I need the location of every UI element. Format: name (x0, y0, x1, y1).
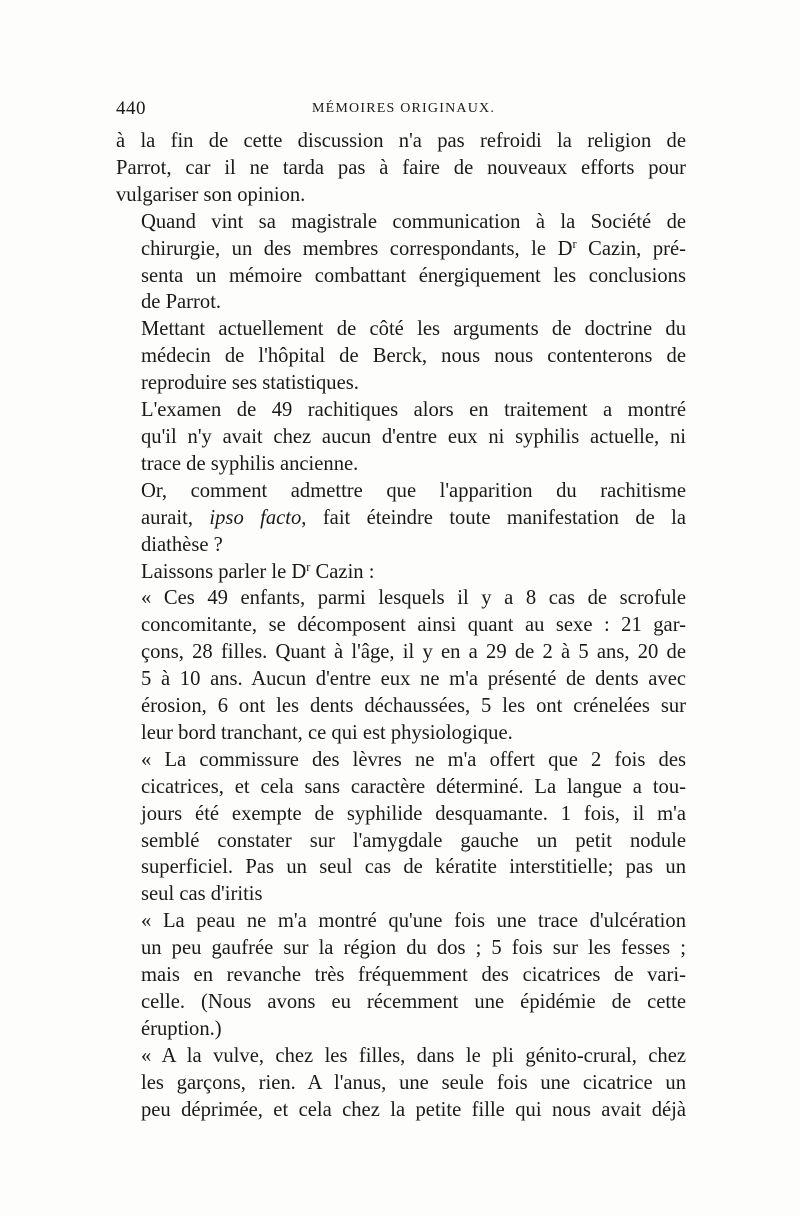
text-line: « Ces 49 enfants, parmi lesquels il y a 8 cas de scrofule (141, 587, 686, 610)
paragraph (116, 585, 686, 746)
text-line: jours été exempte de syphilide desquamante. 1 fois, il m'a (141, 802, 686, 825)
text-line: diathèse ? (141, 533, 223, 556)
paragraph (116, 128, 686, 209)
text-line: senta un mémoire combattant énergiquement les conclusions (141, 264, 686, 287)
text-line (116, 505, 686, 532)
text-line: 5 à 10 ans. Aucun d'entre eux ne m'a présenté de dents avec (141, 668, 686, 691)
text-fragment: Cazin, pré- (576, 237, 686, 260)
text-line: les garçons, rien. A l'anus, une seule fois une cicatrice un (141, 1071, 686, 1094)
text-line: superficiel. Pas un seul cas de kératite interstitielle; pas un (141, 856, 686, 879)
paragraph (116, 209, 686, 317)
running-title: MÉMOIRES ORIGINAUX. (312, 101, 496, 116)
text-line (116, 559, 686, 586)
text-line: concomitante, se décomposent ainsi quant au sexe : 21 gar- (141, 614, 686, 637)
text-line: L'examen de 49 rachitiques alors en traitement a montré (141, 399, 686, 422)
text-line: de Parrot. (141, 291, 222, 314)
paragraph (116, 1043, 686, 1124)
superscript: r (306, 559, 311, 574)
text-line: Mettant actuellement de côté les arguments de doctrine du (141, 318, 686, 341)
text-fragment: Cazin : (310, 560, 375, 583)
text-line: Or, comment admettre que l'apparition du rachitisme (141, 479, 686, 502)
text-line: seul cas d'iritis (141, 883, 263, 906)
text-line: peu déprimée, et cela chez la petite fille qui nous avait déjà (141, 1098, 686, 1121)
body-text (116, 128, 686, 1124)
text-line: Quand vint sa magistrale communication à la Société de (141, 210, 686, 233)
text-line: vulgariser son opinion. (116, 183, 306, 206)
text-line: « A la vulve, chez les filles, dans le pli génito-crural, chez (141, 1044, 686, 1067)
text-line: mais en revanche très fréquemment des cicatrices de vari- (141, 964, 686, 987)
page-header (116, 98, 686, 122)
text-fragment: Laissons parler le D (141, 560, 307, 583)
paragraph (116, 908, 686, 1043)
text-line: qu'il n'y avait chez aucun d'entre eux ni syphilis actuelle, ni (141, 425, 686, 448)
text-line: leur bord tranchant, ce qui est physiologique. (141, 721, 513, 744)
text-line: « La peau ne m'a montré qu'une fois une trace d'ulcération (141, 910, 686, 933)
text-line: médecin de l'hôpital de Berck, nous nous contenterons de (141, 345, 686, 368)
text-line: un peu gaufrée sur la région du dos ; 5 fois sur les fesses ; (141, 937, 686, 960)
paragraph (116, 478, 686, 559)
italic-phrase: ipso facto (209, 506, 302, 529)
paragraph (116, 559, 686, 586)
text-line: éruption.) (141, 1017, 222, 1040)
text-fragment: , fait éteindre toute manifestation de la (301, 506, 686, 529)
text-fragment: chirurgie, un des membres correspondants, le D (141, 237, 573, 260)
text-line: érosion, 6 ont les dents déchaussées, 5 les ont crénelées sur (141, 695, 686, 718)
text-line: çons, 28 filles. Quant à l'âge, il y en a 29 de 2 à 5 ans, 20 de (141, 641, 686, 664)
text-line: « La commissure des lèvres ne m'a offert que 2 fois des (141, 748, 686, 771)
text-line: reproduire ses statistiques. (141, 372, 359, 395)
text-fragment: aurait, (141, 506, 194, 529)
text-line: trace de syphilis ancienne. (141, 452, 359, 475)
superscript: r (572, 236, 577, 251)
text-line (116, 236, 686, 263)
text-line: semblé constater sur l'amygdale gauche un petit nodule (141, 829, 686, 852)
text-line: à la fin de cette discussion n'a pas refroidi la religion de (116, 130, 686, 152)
text-line: cicatrices, et cela sans caractère déterminé. La langue a tou- (141, 775, 686, 798)
page-number: 440 (116, 98, 146, 119)
text-line: celle. (Nous avons eu récemment une épidémie de cette (141, 991, 686, 1013)
paragraph (116, 747, 686, 908)
paragraph (116, 316, 686, 397)
text-line: Parrot, car il ne tarda pas à faire de nouveaux efforts pour (116, 156, 686, 179)
paragraph (116, 397, 686, 478)
